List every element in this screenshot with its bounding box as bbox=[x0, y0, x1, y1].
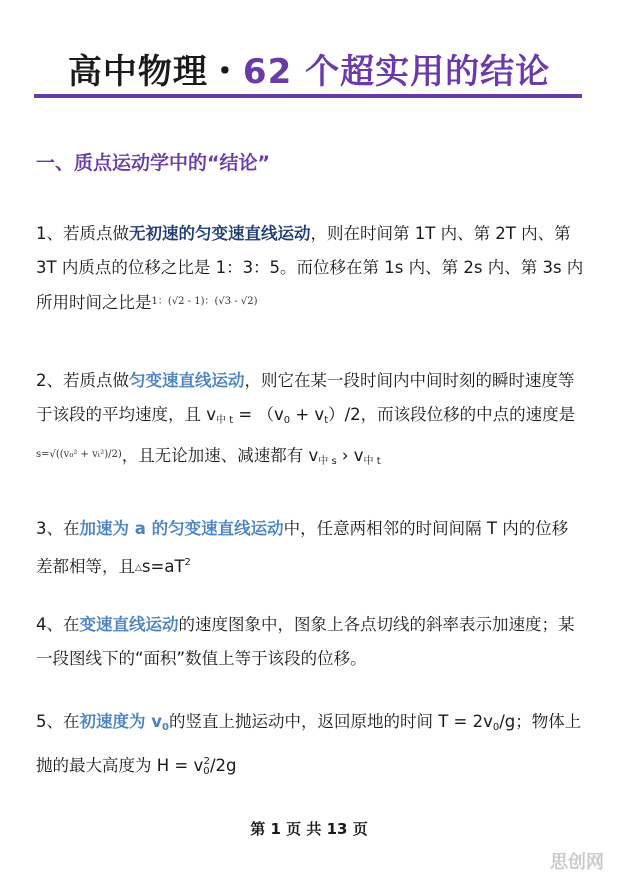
conclusion-2 bbox=[36, 364, 584, 479]
conclusion-4-lead: 4、在 bbox=[36, 615, 80, 634]
section-heading: 一、质点运动学中的“结论” bbox=[36, 152, 270, 174]
conclusion-1 bbox=[36, 217, 584, 320]
conclusion-2-sub3: t bbox=[324, 415, 329, 426]
conclusion-1-highlight: 无初速的匀变速直线运动 bbox=[129, 224, 311, 243]
conclusion-3-lead: 3、在 bbox=[36, 519, 80, 538]
conclusion-5-text1: 的竖直上抛运动中，返回原地的时间 T = 2v bbox=[168, 712, 493, 731]
conclusion-5-lead: 5、在 bbox=[36, 712, 80, 731]
conclusion-1-text: ，则在时间第 1T 内、第 2T 内、第 3T 内质点的位移之比是 1：3：5。而位移在第 1s 内、第 2s 内、第 3s 内所用时间之比是 bbox=[36, 224, 584, 312]
conclusion-2-text3: + v bbox=[290, 405, 325, 424]
conclusion-3-sup: 2 bbox=[184, 557, 191, 568]
conclusion-2-text1: ，则它在某一段时间内中间时刻的瞬时速度等于该段的平均速度，且 v bbox=[36, 371, 575, 424]
conclusion-3-text1: 中，任意两相邻的时间间隔 T 内的位移差都相等，且 bbox=[36, 519, 569, 576]
conclusion-5-sup2: 2 bbox=[203, 756, 210, 767]
watermark-logo: 思创网 bbox=[550, 852, 604, 873]
time-ratio-formula: 1：(√2 - 1)：(√3 - √2) bbox=[151, 296, 258, 307]
conclusion-2-text6: › v bbox=[336, 446, 364, 465]
conclusion-2-text5: ，且无论加速、减速都有 v bbox=[121, 446, 319, 465]
conclusion-2-sub2: 0 bbox=[283, 415, 291, 426]
title-main: 高中物理・ bbox=[67, 52, 243, 92]
conclusion-2-text2: = （v bbox=[233, 405, 284, 424]
page-footer: 第 1 页 共 13 页 bbox=[250, 820, 368, 838]
conclusion-5-sub1: 0 bbox=[492, 722, 500, 733]
conclusion-2-highlight: 匀变速直线运动 bbox=[129, 371, 245, 390]
conclusion-2-sub1: 中 t bbox=[216, 415, 234, 426]
conclusion-5-highlight-sub: 0 bbox=[162, 722, 169, 733]
conclusion-5-text3: /2g bbox=[209, 756, 237, 775]
conclusion-5 bbox=[36, 705, 584, 789]
delta-symbol: △ bbox=[135, 563, 142, 573]
conclusion-5-sub2: 0 bbox=[203, 766, 210, 777]
conclusion-4-highlight: 变速直线运动 bbox=[79, 615, 179, 634]
conclusion-5-highlight bbox=[80, 712, 169, 731]
conclusion-4 bbox=[36, 608, 584, 676]
conclusion-2-sub5: 中 t bbox=[363, 456, 381, 467]
conclusion-5-text2: /g；物体上抛的最大高度为 H = v bbox=[36, 712, 582, 775]
conclusion-3-highlight: 加速为 a 的匀变速直线运动 bbox=[79, 519, 284, 538]
midpoint-velocity-formula: s=√((v₀² + vₜ²)/2) bbox=[36, 449, 122, 460]
page-title bbox=[0, 44, 618, 93]
conclusion-1-lead: 1、若质点做 bbox=[36, 224, 129, 243]
conclusion-2-sub4: 中 s bbox=[318, 456, 337, 467]
conclusion-2-text4: ）/2，而该段位移的中点的速度是 bbox=[328, 405, 576, 424]
conclusion-4-text: 的速度图象中，图象上各点切线的斜率表示加速度；某一段图线下的“面积”数值上等于该段的位移。 bbox=[36, 615, 575, 668]
title-accent: 62 个超实用的结论 bbox=[242, 52, 551, 92]
conclusion-2-lead: 2、若质点做 bbox=[36, 371, 129, 390]
conclusion-3 bbox=[36, 512, 584, 585]
conclusion-5-highlight-text: 初速度为 v bbox=[79, 712, 162, 731]
title-underline bbox=[34, 94, 582, 98]
conclusion-3-text2: s=aT bbox=[141, 557, 185, 576]
